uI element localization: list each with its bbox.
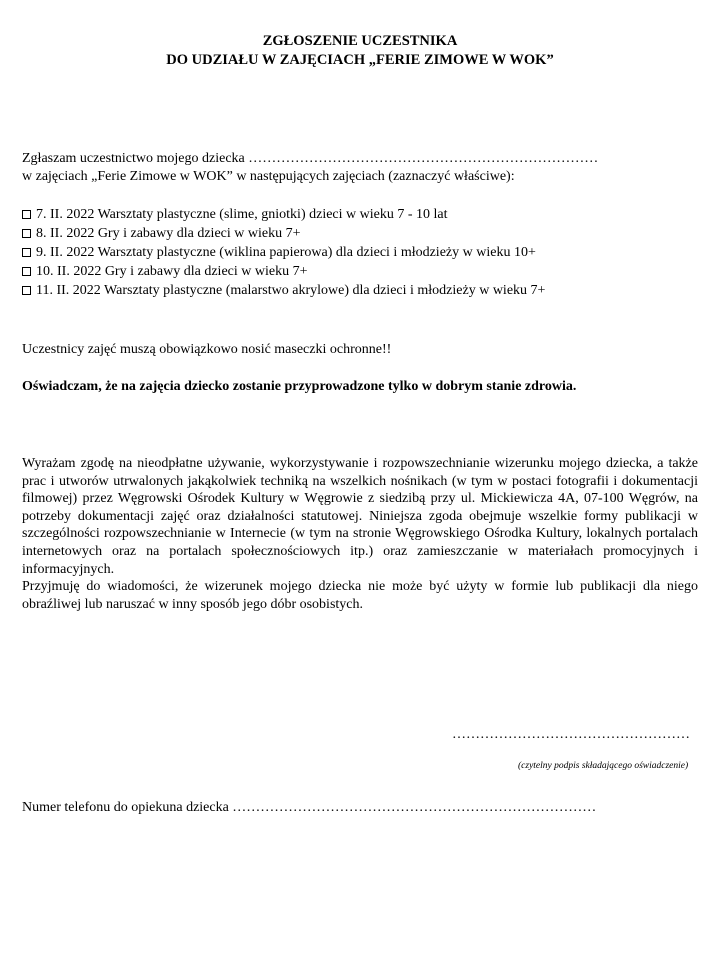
option-item[interactable] <box>22 207 448 223</box>
option-item[interactable] <box>22 226 300 242</box>
health-statement: Oświadczam, że na zajęcia dziecko zostanie przyprowadzone tylko w dobrym stanie zdrowia. <box>22 379 577 394</box>
image-consent-block <box>22 455 698 613</box>
checkbox-icon[interactable] <box>22 248 31 257</box>
intro-instructions: w zajęciach „Ferie Zimowe w WOK” w następujących zajęciach (zaznaczyć właściwe): <box>22 169 515 184</box>
option-item[interactable] <box>22 245 536 261</box>
option-label: 11. II. 2022 Warsztaty plastyczne (malarstwo akrylowe) dla dzieci i młodzieży w wieku 7+ <box>36 283 546 298</box>
checkbox-icon[interactable] <box>22 267 31 276</box>
form-title-line1: ZGŁOSZENIE UCZESTNIKA <box>262 33 458 49</box>
option-label: 8. II. 2022 Gry i zabawy dla dzieci w wieku 7+ <box>36 226 301 241</box>
form-title-line2: DO UDZIAŁU W ZAJĘCIACH „FERIE ZIMOWE W WOK” <box>166 52 554 68</box>
consent-paragraph: Wyrażam zgodę na nieodpłatne używanie, wykorzystywanie i rozpowszechnianie wizerunku mojego dziecka, a także prac i utworów utrwalonych jakąkolwiek techniką na wszelkich nośnikach (w tym w postaci fotografii i dokumentacji filmowej) przez Węgrowski Ośrodek Kultury w Węgrowie z siedzibą przy ul. Mickiewicza 4A, 07-100 Węgrów, na potrzeby dokumentacji zajęć oraz działalności statutowej. Niniejsza zgoda obejmuje wszelkie formy publikacji w szczególności rozpowszechnianie w Internecie (w tym na stronie Węgrowskiego Ośrodka Kultury, lokalnych portalach internetowych oraz na portalach społecznościowych itp.) oraz zamieszczanie w materiałach promocyjnych i informacyjnych. <box>22 456 698 577</box>
signature-line[interactable]: …………………………………………… <box>452 727 690 742</box>
option-label: 7. II. 2022 Warsztaty plastyczne (slime, gniotki) dzieci w wieku 7 - 10 lat <box>36 207 448 222</box>
guardian-phone-field[interactable]: Numer telefonu do opiekuna dziecka …………………………………………………………………… <box>22 800 597 815</box>
checkbox-icon[interactable] <box>22 210 31 219</box>
checkbox-icon[interactable] <box>22 229 31 238</box>
checkbox-icon[interactable] <box>22 286 31 295</box>
consent-paragraph: Przyjmuję do wiadomości, że wizerunek mojego dziecka nie może być użyty w formie lub publikacji dla niego obraźliwej lub naruszać w inny sposób jego dóbr osobistych. <box>22 579 698 612</box>
option-label: 9. II. 2022 Warsztaty plastyczne (wiklina papierowa) dla dzieci i młodzieży w wieku 10+ <box>36 245 536 260</box>
intro-child-name-line: Zgłaszam uczestnictwo mojego dziecka ………………………………………………………………… <box>22 151 599 166</box>
signature-caption: (czytelny podpis składającego oświadczenie) <box>518 761 689 771</box>
option-label: 10. II. 2022 Gry i zabawy dla dzieci w wieku 7+ <box>36 264 308 279</box>
option-item[interactable] <box>22 283 545 299</box>
mask-notice: Uczestnicy zajęć muszą obowiązkowo nosić maseczki ochronne!! <box>22 342 392 357</box>
option-item[interactable] <box>22 264 307 280</box>
